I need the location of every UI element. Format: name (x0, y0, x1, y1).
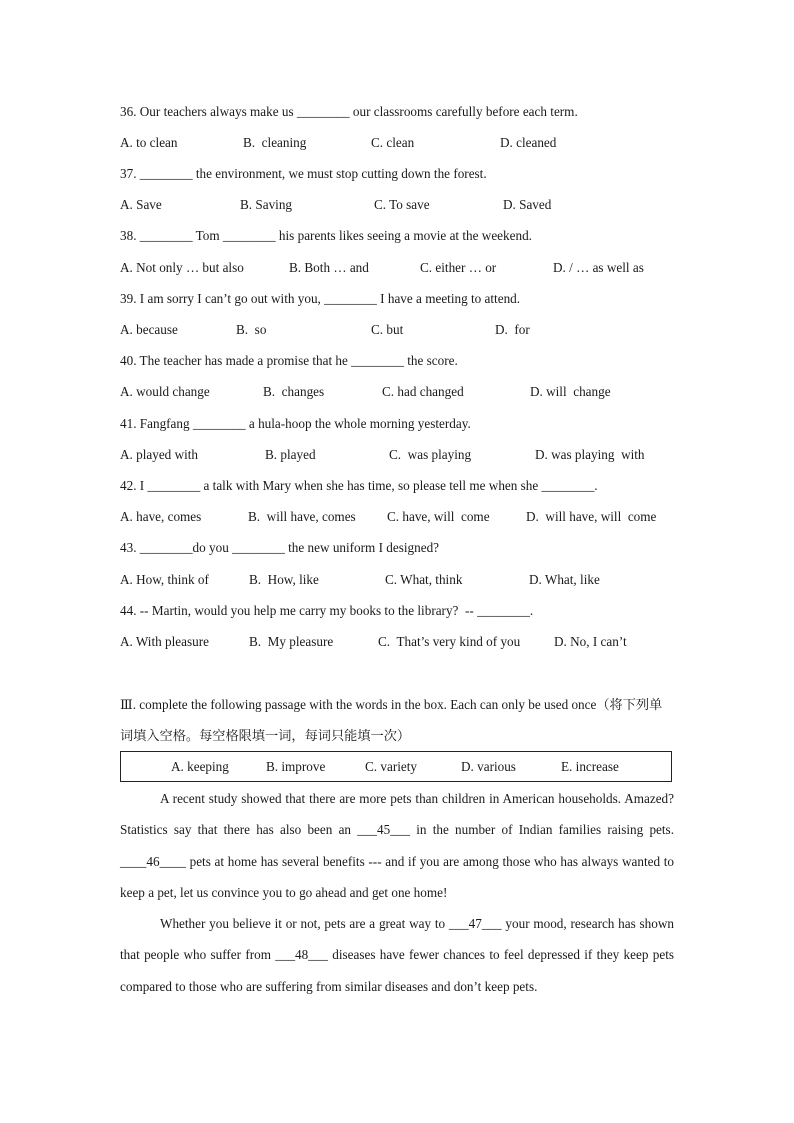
question-36-stem: 36. Our teachers always make us ________ our classrooms carefully before each term. (120, 104, 578, 119)
word-b: B. improve (266, 759, 326, 774)
option-b: B. changes (263, 384, 325, 399)
question-43-stem: 43. ________do you ________ the new uniform I designed? (120, 540, 440, 555)
option-a: A. to clean (120, 135, 178, 150)
section-3-instructions: Ⅲ. complete the following passage with the words in the box. Each can only be used once（将下列单词填入空格。每空格限填一词，每词只能填一次） (120, 697, 663, 743)
option-c: C. That’s very kind of you (378, 634, 521, 649)
option-d: D. for (495, 322, 530, 337)
option-c: C. clean (371, 135, 415, 150)
option-d: D. will have, will come (526, 509, 657, 524)
question-37-options (120, 197, 680, 213)
option-a: A. Not only … but also (120, 260, 244, 275)
question-36-options (120, 135, 680, 151)
passage-paragraph-2 (120, 908, 674, 1002)
word-box (120, 751, 672, 782)
option-b: B. cleaning (243, 135, 307, 150)
option-a: A. because (120, 322, 178, 337)
option-a: A. How, think of (120, 572, 209, 587)
question-39-stem: 39. I am sorry I can’t go out with you, ________ I have a meeting to attend. (120, 291, 521, 306)
option-c: C. but (371, 322, 404, 337)
option-a: A. Save (120, 197, 162, 212)
option-d: D. What, like (529, 572, 600, 587)
option-c: C. have, will come (387, 509, 490, 524)
word-d: D. various (461, 759, 516, 774)
option-b: B. played (265, 447, 316, 462)
option-b: B. will have, comes (248, 509, 356, 524)
question-38-options (120, 260, 680, 276)
passage-paragraph-2-text: Whether you believe it or not, pets are a great way to ___47___ your mood, research has shown that people who suffer from ___48___ diseases have fewer chances to feel depressed if they keep pets compared to those who are suffering from similar diseases and don’t keep pets. (120, 916, 674, 994)
question-44-options (120, 634, 680, 650)
option-a: A. have, comes (120, 509, 202, 524)
question-40-stem: 40. The teacher has made a promise that he ________ the score. (120, 353, 458, 368)
option-c: C. had changed (382, 384, 464, 399)
option-a: A. With pleasure (120, 634, 209, 649)
option-b: B. My pleasure (249, 634, 334, 649)
option-d: D. No, I can’t (554, 634, 627, 649)
question-43-options (120, 572, 680, 588)
question-41-options (120, 447, 680, 463)
option-b: B. so (236, 322, 267, 337)
option-d: D. cleaned (500, 135, 557, 150)
option-c: C. What, think (385, 572, 463, 587)
option-c: C. was playing (389, 447, 472, 462)
passage-paragraph-1-text: A recent study showed that there are more pets than children in American households. Amazed? Statistics say that there has also been an ___45___ in the number of Indian families raising pets. ____46____ pets at home has several benefits --- and if you are among those who has always wanted to keep a pet, let us convince you to go ahead and get one home! (120, 791, 674, 900)
question-38-stem: 38. ________ Tom ________ his parents likes seeing a movie at the weekend. (120, 228, 532, 243)
option-d: D. / … as well as (553, 260, 644, 275)
option-c: C. either … or (420, 260, 497, 275)
option-a: A. played with (120, 447, 199, 462)
option-d: D. Saved (503, 197, 552, 212)
word-c: C. variety (365, 759, 418, 774)
question-37-stem: 37. ________ the environment, we must stop cutting down the forest. (120, 166, 487, 181)
question-40-options (120, 384, 680, 400)
question-39-options (120, 322, 680, 338)
passage-paragraph-1 (120, 783, 674, 908)
question-42-stem: 42. I ________ a talk with Mary when she has time, so please tell me when she ________. (120, 478, 598, 493)
option-b: B. How, like (249, 572, 319, 587)
word-e: E. increase (561, 759, 619, 774)
question-44-stem: 44. -- Martin, would you help me carry my books to the library? -- ________. (120, 603, 534, 618)
option-b: B. Saving (240, 197, 293, 212)
option-d: D. was playing with (535, 447, 645, 462)
option-d: D. will change (530, 384, 611, 399)
option-b: B. Both … and (289, 260, 369, 275)
word-a: A. keeping (171, 759, 229, 774)
question-42-options (120, 509, 680, 525)
question-41-stem: 41. Fangfang ________ a hula-hoop the whole morning yesterday. (120, 416, 471, 431)
option-a: A. would change (120, 384, 210, 399)
option-c: C. To save (374, 197, 430, 212)
